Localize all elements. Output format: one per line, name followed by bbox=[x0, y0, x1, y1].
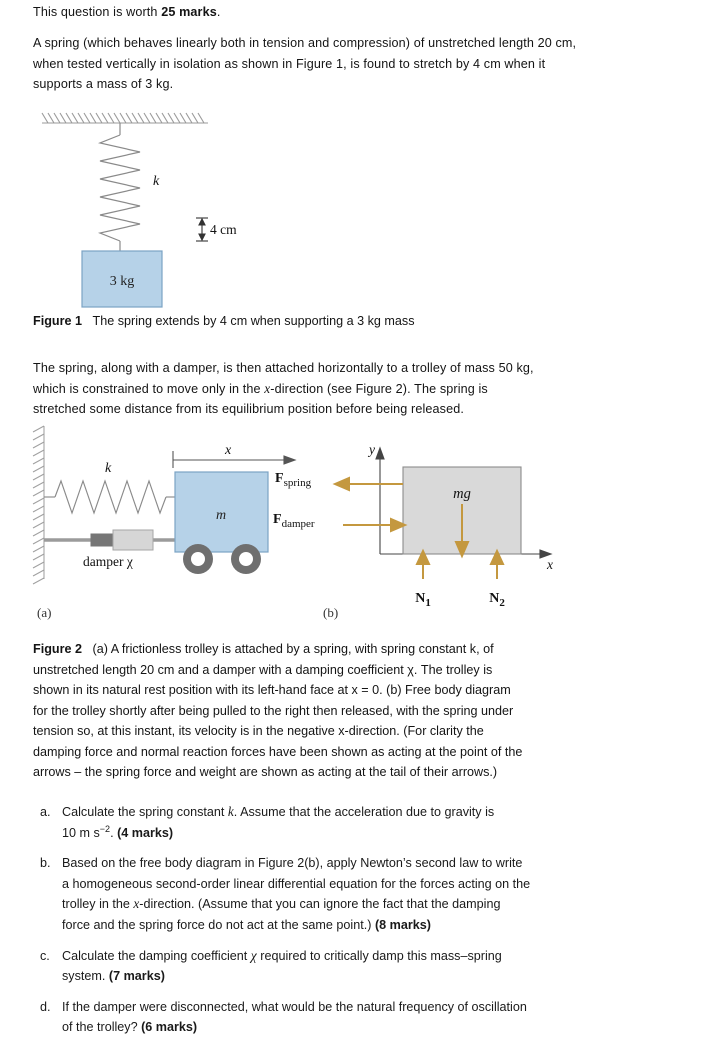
figure-2-sublabel-a: (a) bbox=[37, 605, 52, 620]
figure-2-sublabel-b: (b) bbox=[323, 605, 339, 620]
ceiling-hatching bbox=[42, 113, 208, 123]
question-b-line4: force and the spring force do not act at the same point.) bbox=[62, 917, 375, 932]
question-marker-b: b. bbox=[40, 856, 51, 871]
question-item-c bbox=[40, 946, 580, 987]
trolley-mass-label: m bbox=[215, 508, 227, 523]
question-d-line1: If the damper were disconnected, what would be the natural frequency of oscillation bbox=[62, 999, 527, 1014]
damper-force-label: $F_{damper}$ bbox=[273, 512, 315, 530]
damper-assembly bbox=[44, 530, 175, 550]
question-d-marks: (6 marks) bbox=[141, 1020, 198, 1035]
question-a-line2-post: . bbox=[110, 825, 118, 840]
question-c-marks: (7 marks) bbox=[108, 969, 165, 984]
figure-1-svg bbox=[28, 105, 288, 310]
axis-x-label: x bbox=[547, 557, 553, 572]
question-text-d bbox=[62, 997, 580, 1038]
figure-2-caption-line-0: (a) A frictionless trolley is attached by a spring, with spring constant k, of bbox=[92, 642, 494, 656]
marks-statement-post: . bbox=[216, 5, 221, 19]
question-a-line1-post: . Assume that the acceleration due to gravity is bbox=[233, 805, 495, 819]
spring-force-arrow bbox=[335, 478, 403, 490]
figure-2-caption-line-3: for the trolley shortly after being pulled to the right then released, with the spring under bbox=[33, 703, 514, 718]
problem-paragraph-2-line1: The spring, along with a damper, is then attached horizontally to a trolley of mass 50 kg, bbox=[33, 361, 534, 375]
figure-2-caption bbox=[33, 639, 588, 783]
figure-2-diagram bbox=[25, 424, 585, 629]
figure-2-caption-line-2: shown in its natural rest position with its left-hand face at x = 0. (b) Free body diagram bbox=[33, 683, 511, 697]
question-b-line3-post: -direction. (Assume that you can ignore the fact that the damping bbox=[139, 897, 501, 912]
question-b-line2: a homogeneous second-order linear differential equation for the forces acting on the bbox=[62, 876, 531, 891]
marks-statement bbox=[33, 2, 593, 23]
question-text-c bbox=[62, 946, 580, 987]
normal-force-2-label: $N_2$ bbox=[489, 591, 505, 609]
question-b-symbol-x: x bbox=[133, 896, 140, 912]
figure-2-caption-label: Figure 2 bbox=[33, 642, 82, 656]
question-c-symbol-chi: χ bbox=[250, 947, 257, 963]
problem-paragraph-2-line2-post: -direction (see Figure 2). The spring is bbox=[270, 381, 488, 396]
marks-statement-value: 25 marks bbox=[161, 5, 217, 19]
figure-1-caption-label: Figure 1 bbox=[33, 314, 82, 328]
marks-statement-pre: This question is worth bbox=[33, 5, 162, 19]
axis-y-label: y bbox=[369, 442, 375, 457]
figure-2-caption-line-1: unstretched length 20 cm and a damper with a damping coefficient χ. The trolley is bbox=[33, 662, 493, 677]
question-b-marks: (8 marks) bbox=[374, 917, 431, 932]
damper-label: damper χ bbox=[83, 554, 133, 569]
figure-1-diagram bbox=[28, 105, 288, 310]
question-marker-a: a. bbox=[40, 805, 51, 819]
question-a-line2-pre: 10 m s bbox=[62, 825, 100, 840]
problem-paragraph-2-line3: stretched some distance from its equilibrium position before being released. bbox=[33, 402, 464, 416]
damper-force-arrow bbox=[343, 519, 405, 531]
weight-label: mg bbox=[453, 486, 471, 502]
mass-block-label: 3 kg bbox=[109, 274, 135, 289]
normal-force-1-arrow bbox=[417, 551, 429, 579]
question-c-line2: system. bbox=[62, 969, 109, 984]
vertical-spring bbox=[100, 123, 140, 251]
spring-constant-label-fig2: k bbox=[105, 461, 112, 476]
figure-2-caption-line-5: damping force and normal reaction forces have been shown as acting at the point of the bbox=[33, 744, 523, 759]
question-text-a bbox=[62, 802, 580, 843]
damper-cylinder bbox=[113, 530, 153, 550]
question-b-line3-pre: trolley in the bbox=[62, 897, 134, 912]
extension-dimension bbox=[196, 218, 208, 241]
displacement-label: x bbox=[225, 443, 232, 458]
question-c-line1-post: required to critically damp this mass–spring bbox=[256, 948, 502, 963]
problem-paragraph-1: A spring (which behaves linearly both in tension and compression) of unstretched length 20 cm, when tested vertically in isolation as shown in Figure 1, is found to stretch by 4 cm when it supports a mass of 3 kg. bbox=[33, 36, 577, 91]
spring-constant-label-fig1: k bbox=[153, 174, 160, 189]
normal-force-1-label: $N_1$ bbox=[415, 591, 431, 609]
figure-2-caption-line-6: arrows – the spring force and weight are shown as acting at the tail of their arrows.) bbox=[33, 765, 498, 779]
question-item-a bbox=[40, 802, 580, 843]
x-direction-symbol: x bbox=[264, 380, 271, 396]
question-item-b bbox=[40, 853, 580, 935]
question-marker-d: d. bbox=[40, 999, 51, 1014]
wall-hatching bbox=[33, 426, 44, 584]
question-a-exponent: −2 bbox=[99, 823, 111, 834]
question-d-line2: of the trolley? bbox=[62, 1020, 142, 1035]
figure-1-caption bbox=[33, 311, 593, 332]
question-a-symbol-k: k bbox=[227, 804, 234, 819]
normal-force-2-arrow bbox=[491, 551, 503, 579]
question-marker-c: c. bbox=[40, 948, 50, 963]
question-c-line1-pre: Calculate the damping coefficient bbox=[62, 948, 251, 963]
question-a-marks: (4 marks) bbox=[117, 825, 174, 840]
question-list bbox=[40, 802, 580, 1048]
question-item-d bbox=[40, 997, 580, 1038]
question-a-line1-pre: Calculate the spring constant bbox=[62, 805, 228, 819]
figure-2-caption-line-4: tension so, at this instant, its velocity is in the negative x-direction. (For clarity the bbox=[33, 724, 484, 738]
displacement-arrow bbox=[173, 451, 295, 468]
spring-force-label: $F_{spring}$ bbox=[275, 471, 312, 489]
question-b-line1: Based on the free body diagram in Figure 2(b), apply Newton’s second law to write bbox=[62, 856, 523, 871]
problem-paragraph-2 bbox=[33, 358, 578, 420]
figure-1-caption-text: The spring extends by 4 cm when supporting a 3 kg mass bbox=[92, 314, 415, 328]
extension-label: 4 cm bbox=[210, 222, 237, 237]
figure-2-svg bbox=[25, 424, 585, 629]
question-text-b bbox=[62, 853, 580, 935]
horizontal-spring bbox=[44, 481, 175, 513]
problem-paragraph-2-line2-pre: which is constrained to move only in the bbox=[33, 381, 265, 396]
